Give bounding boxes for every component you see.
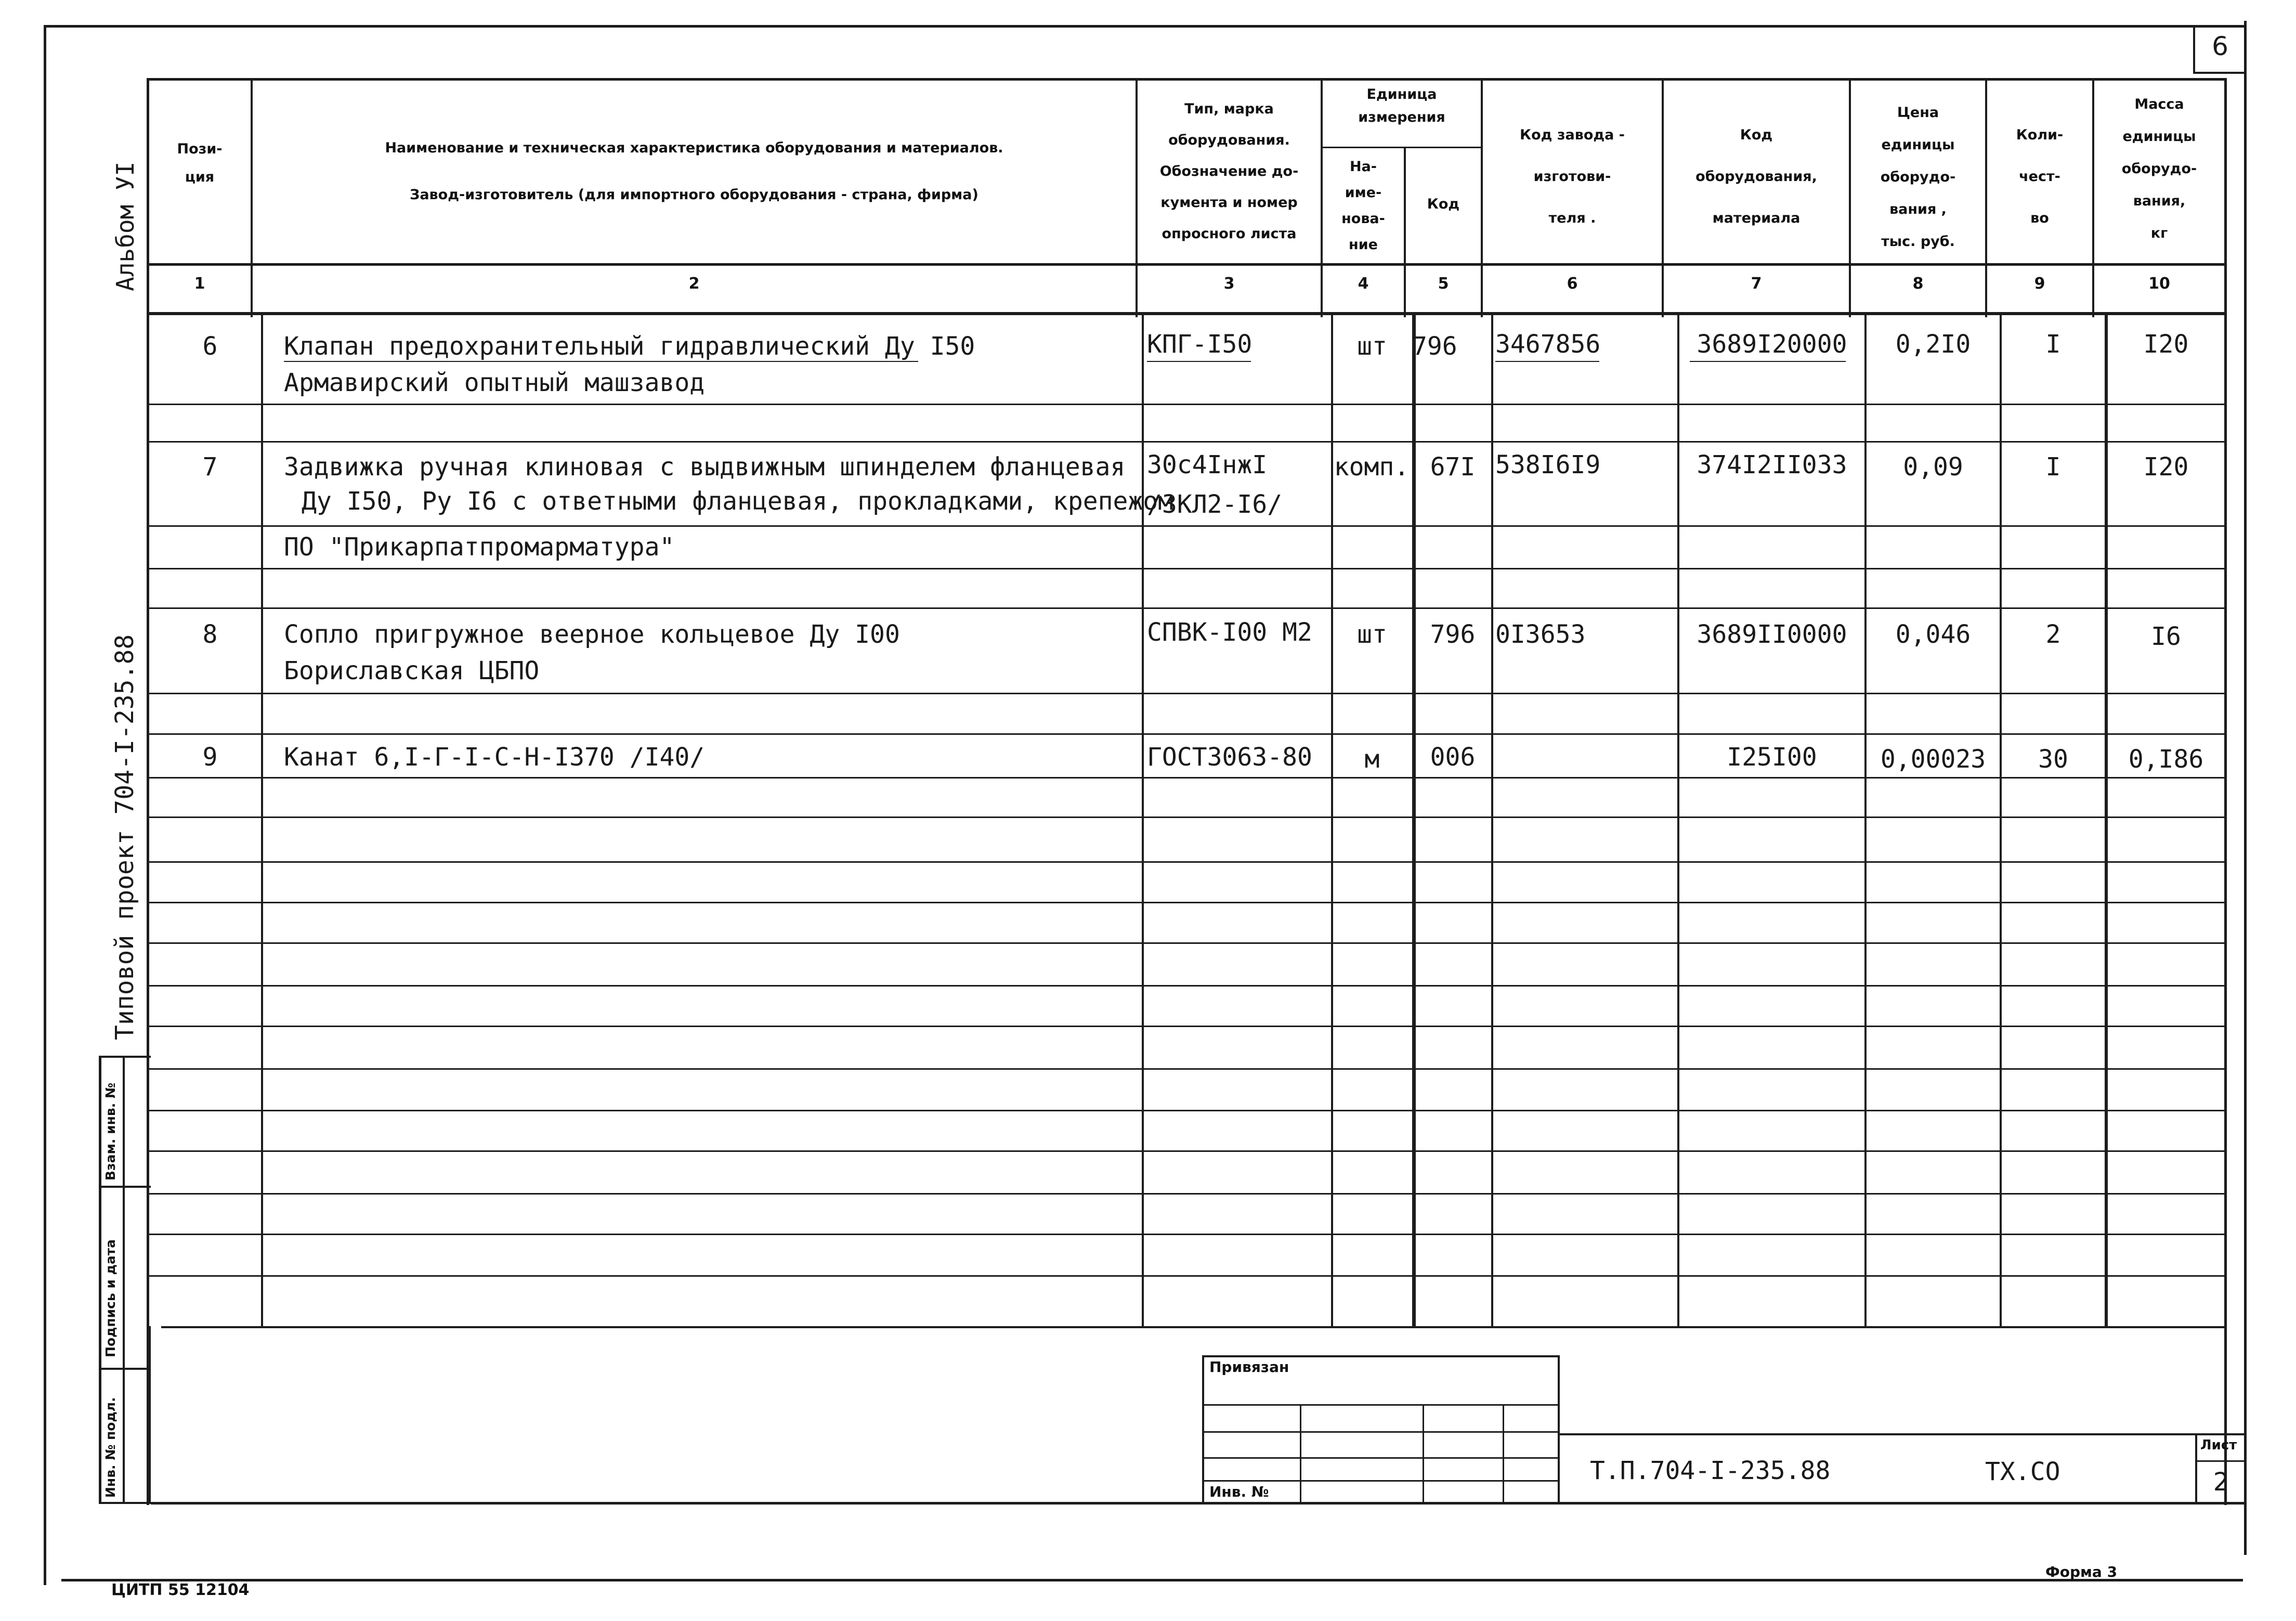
project-label: Типовой проект 704-I-235.88 [110,634,139,1040]
cell-name: ПО "Прикарпатпромарматура" [284,533,675,562]
cell-name: Армавирский опытный машзавод [284,368,705,397]
cell-position: 6 [202,332,218,361]
inv-label: Инв. № [1209,1483,1269,1500]
cell-price: 0,00023 [1880,745,1986,774]
cell-name: Ду I50, Ру I6 с ответными фланцевая, прокладками, крепежом [302,487,1173,516]
cell-equip-code: 374I2II033 [1697,450,1847,479]
cell-name: Клапан предохранительный гидравлический Ду I50 [284,332,975,361]
header-mass: Масса единицы оборудо- вания, кг [2121,96,2197,241]
cell-type: /3КЛ2-I6/ [1147,490,1283,519]
column-number: 5 [1438,275,1449,293]
publisher-code: ЦИТП 55 12104 [111,1581,250,1599]
cell-equip-code: 3689I20000 [1697,330,1847,359]
column-number: 8 [1912,275,1924,293]
sheet-label: Лист [2200,1437,2237,1453]
cell-name: Канат 6,I-Г-I-С-Н-I370 /I40/ [284,743,705,772]
outer-frame-top [44,25,2246,28]
cell-unit-code: 006 [1430,743,1476,772]
cell-qty: I [2045,330,2061,359]
cell-name: Бориславская ЦБПО [284,656,540,685]
title-block-frame [149,1326,151,1504]
column-number: 2 [688,275,700,293]
column-number: 9 [2034,275,2045,293]
header-qty: Коли- чест- во [2016,127,2064,226]
cell-unit-code: 67I [1430,452,1476,482]
cell-factory-code: 3467856 [1495,330,1601,359]
stamp-cell-orig-inv: Инв. № подл. [103,1397,118,1498]
outer-frame-left [44,25,46,1585]
cell-factory-code: 538I6I9 [1495,450,1601,479]
cell-mass: 0,I86 [2128,745,2204,774]
cell-unit-code: 796 [1430,620,1476,649]
column-number: 10 [2148,275,2170,293]
corner-sheet-number: 6 [2212,31,2228,61]
cell-equip-code: 3689II0000 [1697,620,1847,649]
table-right [2224,78,2227,1505]
cell-type: 30с4IнжI [1147,450,1268,479]
cell-qty: 2 [2045,620,2061,649]
cell-type: СПВК-I00 М2 [1147,618,1312,647]
header-unit-group: Единица измерения [1358,86,1445,125]
header-bottom [147,263,2224,266]
cell-unit: шт [1357,620,1387,649]
header-name: Наименование и техническая характеристика оборудования и материалов. Завод-изготовитель (для импортного оборудования - страна, фирма) [385,140,1003,203]
cell-position: 8 [202,620,218,649]
table-top [147,78,2224,81]
cell-position: 7 [202,452,218,482]
header-type: Тип, марка оборудования. Обозначение до- кумента и номер опросного листа [1159,101,1299,242]
cell-unit-code: 796 [1412,332,1457,361]
table-bottom [161,1326,2224,1328]
sheet-number: 2 [2213,1468,2229,1497]
cell-qty: I [2045,452,2061,482]
cell-name: Задвижка ручная клиновая с выдвижным шпинделем фланцевая [284,452,1126,482]
column-number: 6 [1567,275,1578,293]
cell-name: Сопло пригружное веерное кольцевое Ду I00 [284,620,900,649]
cell-mass: I20 [2143,330,2189,359]
cell-type: КПГ-I50 [1147,330,1253,359]
form-label: Форма 3 [2045,1563,2118,1580]
column-number: 3 [1223,275,1235,293]
cell-price: 0,09 [1903,452,1963,482]
cell-position: 9 [202,743,218,772]
column-number: 4 [1358,275,1369,293]
outer-frame-right [2244,21,2247,1555]
cell-type: ГОСТ3063-80 [1147,743,1312,772]
cell-qty: 30 [2038,745,2068,774]
column-number: 1 [194,275,205,293]
header-price: Цена единицы оборудо- вания , тыс. руб. [1880,105,1956,250]
album-label: Альбом УI [111,161,139,291]
linked-label: Привязан [1209,1358,1289,1376]
cell-mass: I6 [2151,622,2181,651]
doc-mark: ТХ.СО [1985,1457,2060,1486]
doc-code: Т.П.704-I-235.88 [1590,1456,1831,1485]
stamp-cell-replaced-inv: Взам. инв. № [103,1083,118,1181]
header-factory-code: Код завода - изготови- теля . [1520,127,1625,226]
stamp-cell-signature-date: Подпись и дата [103,1239,118,1357]
header-equip-code: Код оборудования, материала [1695,127,1817,226]
cell-factory-code: 0I3653 [1495,620,1586,649]
column-number: 7 [1751,275,1762,293]
cell-unit: м [1364,745,1380,774]
header-unit-name: На- име- нова- ние [1341,159,1385,253]
outer-frame-bottom [61,1579,2243,1581]
cell-price: 0,046 [1895,620,1971,649]
colnum-bottom [147,312,2224,315]
cell-mass: I20 [2143,452,2189,482]
cell-price: 0,2I0 [1895,330,1971,359]
cell-equip-code: I25I00 [1727,743,1817,772]
header-unit-code: Код [1427,196,1460,212]
cell-unit: шт [1357,332,1387,361]
cell-unit: комп. [1334,452,1410,482]
header-position: Пози- ция [177,141,223,185]
